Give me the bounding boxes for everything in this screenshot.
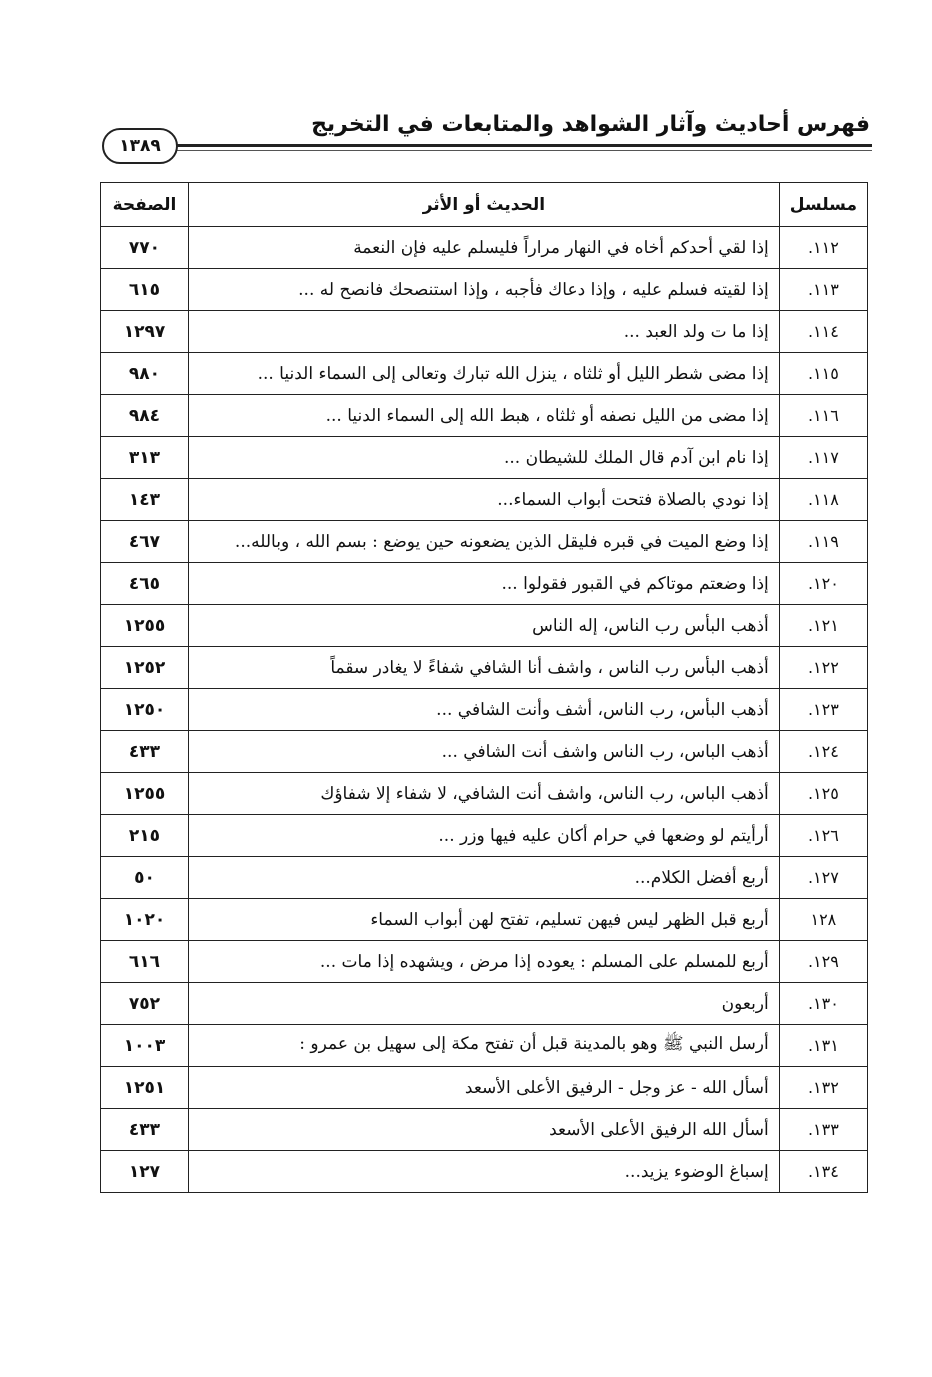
row-text: إذا لقي أحدكم أخاه في النهار مراراً فليسلم عليه فإن النعمة <box>189 227 780 269</box>
table-row <box>101 857 868 899</box>
row-page: ١٤٣ <box>101 479 189 521</box>
row-serial: ١١٤. <box>779 311 867 353</box>
row-page: ١٢٥٢ <box>101 647 189 689</box>
row-serial: ١١٦. <box>779 395 867 437</box>
row-serial: ١١٣. <box>779 269 867 311</box>
table-row <box>101 1151 868 1193</box>
row-page: ٩٨٠ <box>101 353 189 395</box>
row-page: ٤٣٣ <box>101 1109 189 1151</box>
row-page: ٤٦٥ <box>101 563 189 605</box>
row-page: ٢١٥ <box>101 815 189 857</box>
row-serial: ١٣٠. <box>779 983 867 1025</box>
page-header <box>100 100 872 160</box>
header-rule <box>176 144 872 147</box>
row-page: ١٢٧ <box>101 1151 189 1193</box>
table-row <box>101 437 868 479</box>
table-row <box>101 899 868 941</box>
row-text: أرأيتم لو وضعها في حرام أكان عليه فيها وزر ... <box>189 815 780 857</box>
header-rule-thin <box>176 150 872 151</box>
row-text: أربع أفضل الكلام... <box>189 857 780 899</box>
row-page: ٤٦٧ <box>101 521 189 563</box>
row-serial: ١٢٠. <box>779 563 867 605</box>
table-row <box>101 1067 868 1109</box>
row-serial: ١٢٣. <box>779 689 867 731</box>
row-serial: ١٣١. <box>779 1025 867 1067</box>
row-text: أذهب البأس رب الناس ، واشف أنا الشافي شفاءً لا يغادر سقماً <box>189 647 780 689</box>
table-row <box>101 1025 868 1067</box>
row-serial: ١٣٤. <box>779 1151 867 1193</box>
row-page: ١٢٥١ <box>101 1067 189 1109</box>
row-page: ١٠٠٣ <box>101 1025 189 1067</box>
index-table <box>100 182 868 1193</box>
table-row <box>101 353 868 395</box>
row-text: أربع للمسلم على المسلم : يعوده إذا مرض ، ويشهده إذا مات ... <box>189 941 780 983</box>
table-row <box>101 563 868 605</box>
table-body <box>101 227 868 1193</box>
row-page: ٩٨٤ <box>101 395 189 437</box>
row-serial: ١١٢. <box>779 227 867 269</box>
row-page: ٤٣٣ <box>101 731 189 773</box>
row-text: إسباغ الوضوء يزيد... <box>189 1151 780 1193</box>
row-text: إذا مضى من الليل نصفه أو ثلثاه ، هبط الله إلى السماء الدنيا ... <box>189 395 780 437</box>
table-row <box>101 689 868 731</box>
column-header-text: الحديث أو الأثر <box>189 183 780 227</box>
row-text: إذا نام ابن آدم قال الملك للشيطان ... <box>189 437 780 479</box>
row-page: ٣١٣ <box>101 437 189 479</box>
row-page: ١٠٢٠ <box>101 899 189 941</box>
table-row <box>101 269 868 311</box>
row-page: ١٢٥٠ <box>101 689 189 731</box>
row-serial: ١٢٢. <box>779 647 867 689</box>
row-serial: ١٣٣. <box>779 1109 867 1151</box>
table-row <box>101 815 868 857</box>
table-row <box>101 311 868 353</box>
table-row <box>101 605 868 647</box>
row-serial: ١١٧. <box>779 437 867 479</box>
row-serial: ١٣٢. <box>779 1067 867 1109</box>
table-row <box>101 1109 868 1151</box>
row-serial: ١٢٩. <box>779 941 867 983</box>
row-page: ٦١٦ <box>101 941 189 983</box>
row-text: إذا وضعتم موتاكم في القبور فقولوا ... <box>189 563 780 605</box>
row-serial: ١٢٥. <box>779 773 867 815</box>
row-text: أسأل الله الرفيق الأعلى الأسعد <box>189 1109 780 1151</box>
table-header-row <box>101 183 868 227</box>
row-text: أربع قبل الظهر ليس فيهن تسليم، تفتح لهن أبواب السماء <box>189 899 780 941</box>
row-page: ٧٥٢ <box>101 983 189 1025</box>
row-text: أسأل الله - عز وجل - الرفيق الأعلى الأسعد <box>189 1067 780 1109</box>
row-text: إذا وضع الميت في قبره فليقل الذين يضعونه حين يوضع : بسم الله ، وبالله... <box>189 521 780 563</box>
column-header-page: الصفحة <box>101 183 189 227</box>
row-text: إذا ما ت ولد العبد ... <box>189 311 780 353</box>
table-row <box>101 479 868 521</box>
row-text: أرسل النبي ﷺ وهو بالمدينة قبل أن تفتح مكة إلى سهيل بن عمرو : <box>189 1025 780 1067</box>
row-text: أذهب البأس، رب الناس، أشف وأنت الشافي ... <box>189 689 780 731</box>
table-row <box>101 395 868 437</box>
row-serial: ١٢٤. <box>779 731 867 773</box>
table-row <box>101 227 868 269</box>
row-serial: ١١٩. <box>779 521 867 563</box>
row-serial: ١١٨. <box>779 479 867 521</box>
row-page: ١٢٩٧ <box>101 311 189 353</box>
row-page: ١٢٥٥ <box>101 773 189 815</box>
row-text: أذهب البأس رب الناس، إله الناس <box>189 605 780 647</box>
table-row <box>101 941 868 983</box>
row-text: إذا نودي بالصلاة فتحت أبواب السماء... <box>189 479 780 521</box>
row-serial: ١٢٦. <box>779 815 867 857</box>
page-title: فهرس أحاديث وآثار الشواهد والمتابعات في التخريج <box>311 112 870 137</box>
row-text: إذا لقيته فسلم عليه ، وإذا دعاك فأجبه ، وإذا استنصحك فانصح له ... <box>189 269 780 311</box>
table-row <box>101 647 868 689</box>
row-page: ١٢٥٥ <box>101 605 189 647</box>
row-serial: ١١٥. <box>779 353 867 395</box>
row-serial: ١٢٧. <box>779 857 867 899</box>
row-text: إذا مضى شطر الليل أو ثلثاه ، ينزل الله تبارك وتعالى إلى السماء الدنيا ... <box>189 353 780 395</box>
page-number-badge: ١٣٨٩ <box>102 128 178 164</box>
row-serial: ١٢١. <box>779 605 867 647</box>
table-row <box>101 521 868 563</box>
row-serial: ١٢٨ <box>779 899 867 941</box>
table-row <box>101 983 868 1025</box>
row-text: أذهب الباس، رب الناس واشف أنت الشافي ... <box>189 731 780 773</box>
row-page: ٧٧٠ <box>101 227 189 269</box>
table-row <box>101 731 868 773</box>
table-row <box>101 773 868 815</box>
row-page: ٥٠ <box>101 857 189 899</box>
column-header-serial: مسلسل <box>779 183 867 227</box>
row-text: أربعون <box>189 983 780 1025</box>
row-page: ٦١٥ <box>101 269 189 311</box>
row-text: أذهب الباس، رب الناس، واشف أنت الشافي، لا شفاء إلا شفاؤك <box>189 773 780 815</box>
